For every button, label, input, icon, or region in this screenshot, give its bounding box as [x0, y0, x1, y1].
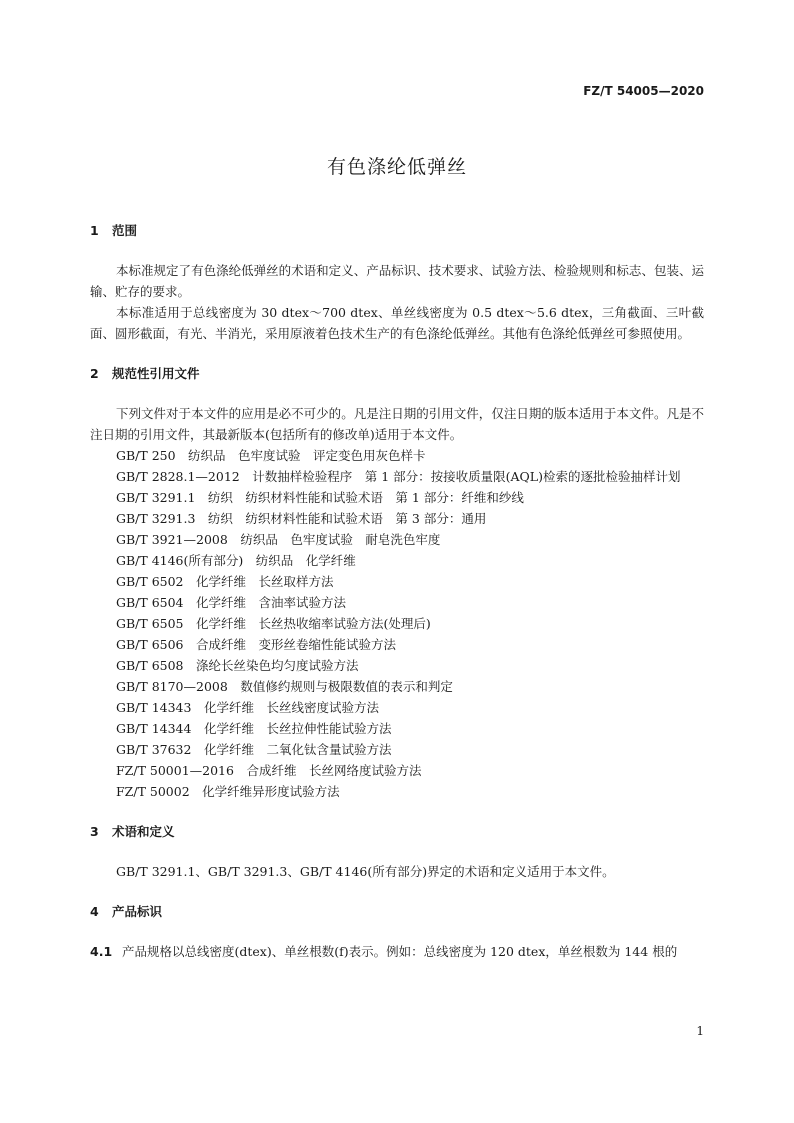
- section-heading-4: 4 产品标识: [90, 904, 163, 919]
- reference-item: GB/T 37632 化学纤维 二氧化钛含量试验方法: [116, 742, 392, 757]
- reference-item: GB/T 3291.3 纺织 纺织材料性能和试验术语 第 3 部分：通用: [116, 511, 487, 526]
- paragraph: 本标准规定了有色涤纶低弹丝的术语和定义、产品标识、技术要求、试验方法、检验规则和标志、包装、运输、贮存的要求。: [90, 263, 704, 299]
- page-number: 1: [696, 1024, 704, 1038]
- section-heading-2: 2 规范性引用文件: [90, 366, 200, 381]
- reference-item: GB/T 14343 化学纤维 长丝线密度试验方法: [116, 700, 379, 715]
- reference-item: GB/T 250 纺织品 色牢度试验 评定变色用灰色样卡: [116, 448, 426, 463]
- reference-item: GB/T 3921—2008 纺织品 色牢度试验 耐皂洗色牢度: [116, 532, 441, 547]
- reference-item: GB/T 8170—2008 数值修约规则与极限数值的表示和判定: [116, 679, 453, 694]
- reference-item: GB/T 6508 涤纶长丝染色均匀度试验方法: [116, 658, 359, 673]
- reference-list: [90, 445, 704, 802]
- reference-item: GB/T 3291.1 纺织 纺织材料性能和试验术语 第 1 部分：纤维和纱线: [116, 490, 524, 505]
- standard-code: FZ/T 54005—2020: [583, 84, 704, 98]
- reference-item: GB/T 6505 化学纤维 长丝热收缩率试验方法(处理后): [116, 616, 431, 631]
- reference-item: GB/T 4146(所有部分) 纺织品 化学纤维: [116, 553, 356, 568]
- paragraph: 本标准适用于总线密度为 30 dtex～700 dtex、单丝线密度为 0.5 dtex～5.6 dtex，三角截面、三叶截面、圆形截面，有光、半消光，采用原液着色技术生产的有色涤纶低弹丝。其他有色涤纶低弹丝可参照使用。: [90, 305, 704, 341]
- paragraph: GB/T 3291.1、GB/T 3291.3、GB/T 4146(所有部分)界定的术语和定义适用于本文件。: [116, 864, 615, 879]
- section-heading-3: 3 术语和定义: [90, 824, 175, 839]
- subclause-4-1: 4.1 产品规格以总线密度(dtex)、单丝根数(f)表示。例如：总线密度为 120 dtex，单丝根数为 144 根的: [90, 944, 678, 959]
- paragraph: 下列文件对于本文件的应用是必不可少的。凡是注日期的引用文件，仅注日期的版本适用于本文件。凡是不注日期的引用文件，其最新版本(包括所有的修改单)适用于本文件。: [90, 406, 704, 442]
- reference-item: GB/T 2828.1—2012 计数抽样检验程序 第 1 部分：按接收质量限(AQL)检索的逐批检验抽样计划: [116, 469, 681, 484]
- reference-item: FZ/T 50001—2016 合成纤维 长丝网络度试验方法: [116, 763, 422, 778]
- reference-item: GB/T 14344 化学纤维 长丝拉伸性能试验方法: [116, 721, 392, 736]
- reference-item: GB/T 6506 合成纤维 变形丝卷缩性能试验方法: [116, 637, 397, 652]
- section-heading-1: 1 范围: [90, 223, 138, 238]
- document-title: 有色涤纶低弹丝: [326, 156, 467, 178]
- reference-item: GB/T 6502 化学纤维 长丝取样方法: [116, 574, 334, 589]
- reference-item: GB/T 6504 化学纤维 含油率试验方法: [116, 595, 347, 610]
- document-body: [90, 220, 704, 962]
- reference-item: FZ/T 50002 化学纤维异形度试验方法: [116, 784, 340, 799]
